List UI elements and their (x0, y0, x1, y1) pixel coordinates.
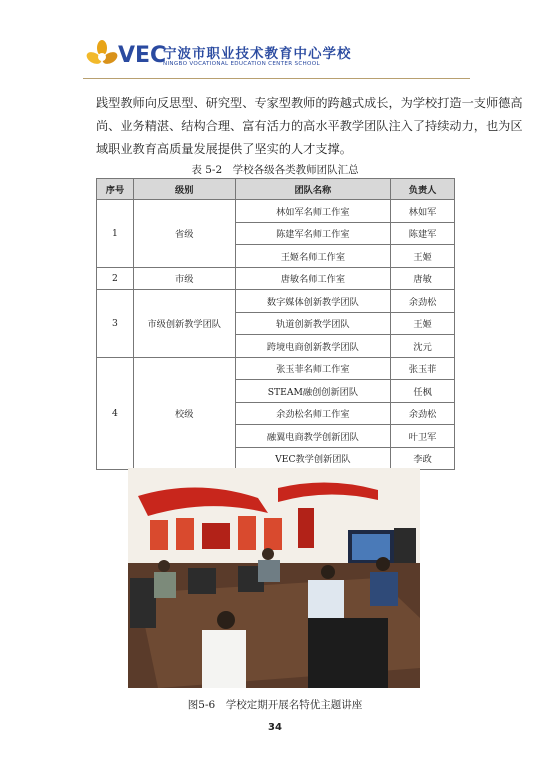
team-leader: 任枫 (391, 380, 455, 403)
team-leader: 余劲松 (391, 402, 455, 425)
header-index: 序号 (97, 179, 134, 200)
group-level: 省级 (133, 200, 235, 268)
group-index: 2 (97, 267, 134, 290)
group-level: 市级 (133, 267, 235, 290)
school-name-en: NINGBO VOCATIONAL EDUCATION CENTER SCHOOL (163, 61, 320, 67)
page-number: 34 (268, 722, 282, 733)
header-level: 级别 (133, 179, 235, 200)
team-name: 王姬名师工作室 (235, 245, 391, 268)
group-level: 校级 (133, 357, 235, 470)
figure-caption: 图5-6 学校定期开展名特优主题讲座 (187, 699, 363, 711)
body-paragraph (96, 92, 523, 161)
team-name: 跨境电商创新教学团队 (235, 335, 391, 358)
group-index: 1 (97, 200, 134, 268)
team-leader: 余劲松 (391, 290, 455, 313)
team-name: 余劲松名师工作室 (235, 402, 391, 425)
teams-table (96, 178, 455, 470)
group-level: 市级创新教学团队 (133, 290, 235, 358)
team-name: STEAM融创创新团队 (235, 380, 391, 403)
table-header-row (97, 179, 455, 200)
lecture-photo (128, 468, 420, 688)
paragraph-line: 尚、业务精湛、结构合理、富有活力的高水平教学团队注入了持续动力，也为区 (96, 119, 523, 133)
page-header (80, 38, 480, 78)
logo-text: VEC (118, 43, 167, 68)
team-name: 轨道创新教学团队 (235, 312, 391, 335)
team-name: 张玉菲名师工作室 (235, 357, 391, 380)
header-team: 团队名称 (235, 179, 391, 200)
team-leader: 陈建军 (391, 222, 455, 245)
team-leader: 叶卫军 (391, 425, 455, 448)
team-name: 唐敏名师工作室 (235, 267, 391, 290)
group-index: 3 (97, 290, 134, 358)
group-index: 4 (97, 357, 134, 470)
lecture-photo-illustration (128, 468, 420, 688)
table-row (97, 200, 455, 223)
paragraph-line: 践型教师向反思型、研究型、专家型教师的跨越式成长，为学校打造一支师德高 (96, 96, 523, 110)
team-name: 林如军名师工作室 (235, 200, 391, 223)
team-leader: 沈元 (391, 335, 455, 358)
team-leader: 林如军 (391, 200, 455, 223)
team-name: 融翼电商教学创新团队 (235, 425, 391, 448)
team-leader: 李政 (391, 447, 455, 470)
team-name: 数字媒体创新教学团队 (235, 290, 391, 313)
team-name: VEC教学创新团队 (235, 447, 391, 470)
header-leader: 负责人 (391, 179, 455, 200)
team-leader: 王姬 (391, 245, 455, 268)
team-name: 陈建军名师工作室 (235, 222, 391, 245)
vec-logo-icon (86, 40, 118, 72)
school-name-cn: 宁波市职业技术教育中心学校 (163, 46, 352, 62)
team-leader: 唐敏 (391, 267, 455, 290)
table-caption: 表 5-2 学校各级各类教师团队汇总 (191, 164, 359, 176)
table-row (97, 267, 455, 290)
team-leader: 张玉菲 (391, 357, 455, 380)
team-leader: 王姬 (391, 312, 455, 335)
table-row (97, 357, 455, 380)
paragraph-line: 域职业教育高质量发展提供了坚实的人才支撑。 (96, 142, 352, 156)
table-row (97, 290, 455, 313)
header-divider (83, 78, 470, 79)
